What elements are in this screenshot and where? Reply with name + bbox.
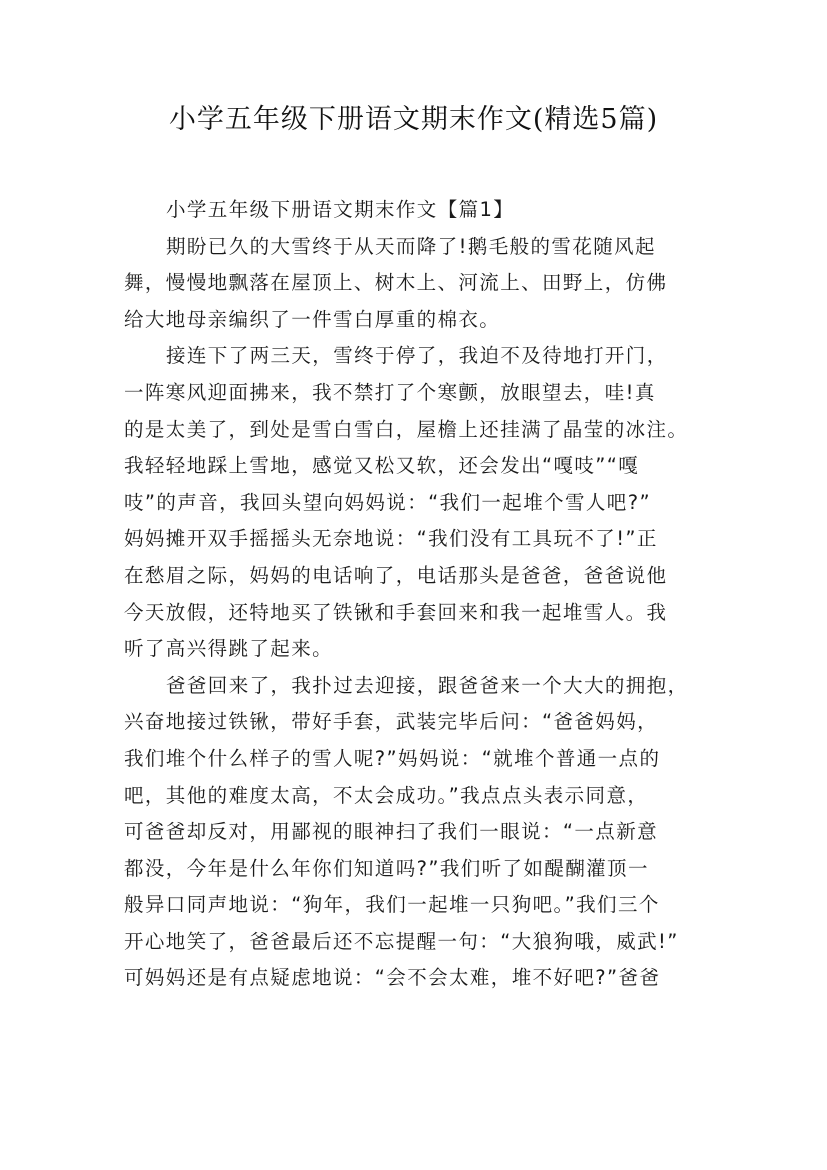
paragraph-line: 吧，其他的难度太高，不太会成功。”我点点头表示同意，	[124, 783, 649, 807]
paragraph-line: 开心地笑了，爸爸最后还不忘提醒一句：“大狼狗哦，威武!”	[124, 929, 679, 953]
paragraph-line: 今天放假，还特地买了铁锹和手套回来和我一起堆雪人。我	[124, 600, 668, 624]
paragraph-line: 我们堆个什么样子的雪人呢?”妈妈说：“就堆个普通一点的	[124, 746, 661, 770]
document-body	[124, 192, 704, 997]
paragraph-line: 听了高兴得跳了起来。	[124, 637, 334, 661]
paragraph-line: 般异口同声地说：“狗年，我们一起堆一只狗吧。”我们三个	[124, 893, 660, 917]
document-title: 小学五年级下册语文期末作文(精选5篇)	[168, 104, 659, 135]
paragraph-line: 舞，慢慢地飘落在屋顶上、树木上、河流上、田野上，仿佛	[124, 271, 668, 295]
paragraph-line: 兴奋地接过铁锹，带好手套，武装完毕后问：“爸爸妈妈，	[124, 710, 659, 734]
paragraph-line: 妈妈摊开双手摇摇头无奈地说：“我们没有工具玩不了!”正	[124, 527, 658, 551]
paragraph-line: 可妈妈还是有点疑虑地说：“会不会太难，堆不好吧?”爸爸	[124, 966, 661, 990]
paragraph-line: 都没，今年是什么年你们知道吗?”我们听了如醍醐灌顶一	[124, 856, 649, 880]
paragraph-line: 一阵寒风迎面拂来，我不禁打了个寒颤，放眼望去，哇!真	[124, 380, 656, 404]
paragraph-line: 可爸爸却反对，用鄙视的眼神扫了我们一眼说：“一点新意	[124, 820, 659, 844]
paragraph-line: 接连下了两三天，雪终于停了，我迫不及待地打开门，	[166, 344, 668, 368]
paragraph-line: 给大地母亲编织了一件雪白厚重的棉衣。	[124, 307, 501, 331]
paragraph-line: 我轻轻地踩上雪地，感觉又松又软，还会发出“嘎吱”“嘎	[124, 454, 640, 478]
paragraph-line: 爸爸回来了，我扑过去迎接，跟爸爸来一个大大的拥抱，	[166, 673, 689, 697]
section-heading: 小学五年级下册语文期末作文【篇1】	[166, 198, 515, 221]
paragraph-line: 在愁眉之际，妈妈的电话响了，电话那头是爸爸，爸爸说他	[124, 563, 668, 587]
paragraph-line: 期盼已久的大雪终于从天而降了!鹅毛般的雪花随风起	[166, 234, 656, 258]
paragraph-line: 吱”的声音，我回头望向妈妈说：“我们一起堆个雪人吧?”	[124, 490, 651, 514]
paragraph-line: 的是太美了，到处是雪白雪白，屋檐上还挂满了晶莹的冰注。	[124, 417, 689, 441]
